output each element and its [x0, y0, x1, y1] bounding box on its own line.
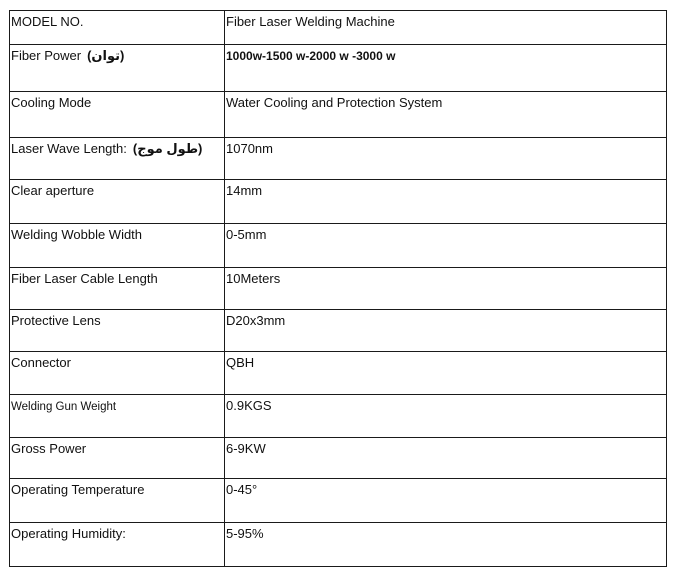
row-value: QBH: [226, 355, 255, 370]
row-label: Welding Gun Weight: [11, 401, 117, 413]
row-label-persian-note: (طول موج): [132, 141, 203, 156]
row-value: Water Cooling and Protection System: [226, 95, 443, 110]
row-label-cell: [10, 11, 225, 45]
row-value: 1000w-1500 w-2000 w -3000 w: [226, 49, 396, 63]
row-value-cell: [225, 438, 667, 479]
table-row: [10, 92, 667, 138]
row-value: 6-9KW: [226, 441, 266, 456]
row-value-cell: [225, 180, 667, 224]
row-value-cell: [225, 523, 667, 567]
row-value-cell: [225, 310, 667, 352]
table-row: [10, 45, 667, 92]
row-label-cell: [10, 523, 225, 567]
row-label-cell: [10, 310, 225, 352]
row-label-cell: [10, 180, 225, 224]
row-label-cell: [10, 45, 225, 92]
row-label-cell: [10, 479, 225, 523]
row-value-cell: [225, 224, 667, 268]
row-label: Gross Power: [11, 441, 87, 456]
table-row: [10, 438, 667, 479]
table-row: [10, 138, 667, 180]
row-label: Protective Lens: [11, 313, 101, 328]
row-label-cell: [10, 92, 225, 138]
row-label-cell: [10, 395, 225, 438]
table-row: [10, 523, 667, 567]
row-value-cell: [225, 11, 667, 45]
row-value-cell: [225, 92, 667, 138]
row-value-cell: [225, 395, 667, 438]
row-label: Fiber Laser Cable Length: [11, 271, 158, 286]
row-label-cell: [10, 138, 225, 180]
table-row: [10, 310, 667, 352]
table-row: [10, 180, 667, 224]
table-row: [10, 479, 667, 523]
row-label: Connector: [11, 355, 71, 370]
row-label-cell: [10, 352, 225, 395]
table-row: [10, 352, 667, 395]
row-label: MODEL NO.: [11, 14, 84, 29]
row-label-persian-note: (توان): [87, 48, 125, 63]
row-value: 14mm: [226, 183, 263, 198]
row-value-cell: [225, 352, 667, 395]
row-value: D20x3mm: [226, 313, 286, 328]
table-row: [10, 224, 667, 268]
row-label-cell: [10, 438, 225, 479]
spec-table: [9, 10, 667, 567]
row-label: Fiber Power: [11, 48, 82, 63]
table-row: [10, 268, 667, 310]
row-value: 10Meters: [226, 271, 281, 286]
row-value: 1070nm: [226, 141, 273, 156]
row-value: Fiber Laser Welding Machine: [226, 14, 395, 29]
row-value: 0-5mm: [226, 227, 267, 242]
row-label: Laser Wave Length:: [11, 141, 127, 156]
row-label: Clear aperture: [11, 183, 95, 198]
row-value: 5-95%: [226, 526, 264, 541]
row-label: Welding Wobble Width: [11, 227, 143, 242]
row-label-cell: [10, 268, 225, 310]
row-value-cell: [225, 138, 667, 180]
row-value-cell: [225, 45, 667, 92]
row-label: Cooling Mode: [11, 95, 92, 110]
row-value: 0.9KGS: [226, 398, 272, 413]
table-row: [10, 11, 667, 45]
row-value: 0-45°: [226, 482, 258, 497]
row-value-cell: [225, 479, 667, 523]
row-value-cell: [225, 268, 667, 310]
table-row: [10, 395, 667, 438]
row-label: Operating Temperature: [11, 482, 145, 497]
row-label: Operating Humidity:: [11, 526, 126, 541]
row-label-cell: [10, 224, 225, 268]
